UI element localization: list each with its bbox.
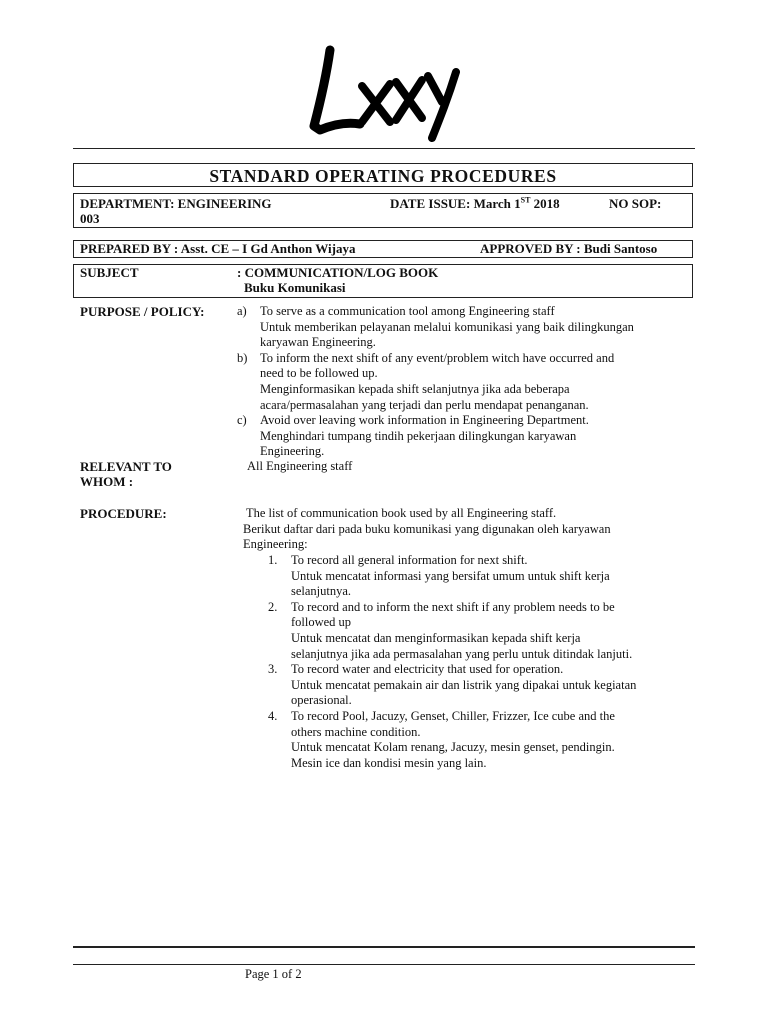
document-title: STANDARD OPERATING PROCEDURES [209,166,557,186]
department-value: : ENGINEERING [170,196,272,211]
top-rule [73,148,695,149]
procedure-intro: The list of communication book used by all Engineering staff. Berikut daftar dari pada buku komunikasi yang digunakan oleh karyawan Engineering: [243,506,611,552]
purpose-label: PURPOSE / POLICY: [80,304,205,319]
purpose-item: b) To inform the next shift of any event/problem witch have occurred and need to be followed up. Menginformasikan kepada shift selanjutnya jika ada beberapa acara/permasalahan yang terjadi dan perlu mendapat penanganan. [237,350,615,412]
brand-logo [300,38,470,143]
purpose-marker: a) [237,304,247,318]
signoff-box [73,240,693,258]
approved-by: APPROVED BY : Budi Santoso [480,241,658,256]
procedure-step: 3. To record water and electricity that used for operation. Untuk mencatat pemakain air dan listrik yang dipakai untuk kegiatan operasional. [268,662,637,708]
purpose-marker: c) [237,413,247,428]
procedure-step: 4. To record Pool, Jacuzy, Genset, Chiller, Frizzer, Ice cube and the others machine condition. Untuk mencatat Kolam renang, Jacuzy, mesin genset, pendingin. Mesin ice dan kondisi mesin yang lain. [268,708,615,770]
date-issue: DATE ISSUE: March 1ST 2018 [390,195,560,211]
title-box [73,163,693,187]
purpose-item: c) Avoid over leaving work information in Engineering Department. Menghindari tumpang tindih pekerjaan dilingkungan karyawan Engineering. [237,413,589,459]
subject-value-id: Buku Komunikasi [244,280,346,295]
procedure-step: 2. To record and to inform the next shift if any problem needs to be followed up Untuk mencatat dan menginformasikan kepada shift kerja selanjutnya jika ada permasalahan yang perlu untuk ditindak lanjuti. [268,599,633,661]
department-line: DEPARTMENT: ENGINEERING [80,196,272,211]
step-number: 1. [268,553,278,567]
footer-rule-top [73,946,695,948]
relevant-value: All Engineering staff [247,459,353,473]
prepared-by: PREPARED BY : Asst. CE – I Gd Anthon Wijaya [80,241,356,256]
department-box [73,193,693,228]
no-sop-label: NO SOP: [609,196,662,211]
procedure-label: PROCEDURE: [80,506,167,521]
step-number: 2. [268,599,278,614]
sop-number: 003 [80,211,100,226]
step-number: 4. [268,708,278,723]
relevant-label: RELEVANT TO WHOM : [80,459,172,489]
procedure-steps [268,553,698,771]
footer-rule-bottom [73,964,695,965]
subject-value: : COMMUNICATION/LOG BOOK [237,265,439,280]
procedure-step: 1. To record all general information for next shift. Untuk mencatat informasi yang bersifat umum untuk shift kerja selanjutnya. [268,553,610,599]
purpose-list [237,304,697,460]
step-number: 3. [268,662,278,677]
subject-label: SUBJECT [80,265,139,280]
purpose-item: a) To serve as a communication tool among Engineering staff Untuk memberikan pelayanan melalui komunikasi yang baik dilingkungan karyawan Engineering. [237,304,634,350]
purpose-marker: b) [237,350,248,365]
page-number: Page 1 of 2 [245,967,302,981]
subject-box [73,264,693,298]
